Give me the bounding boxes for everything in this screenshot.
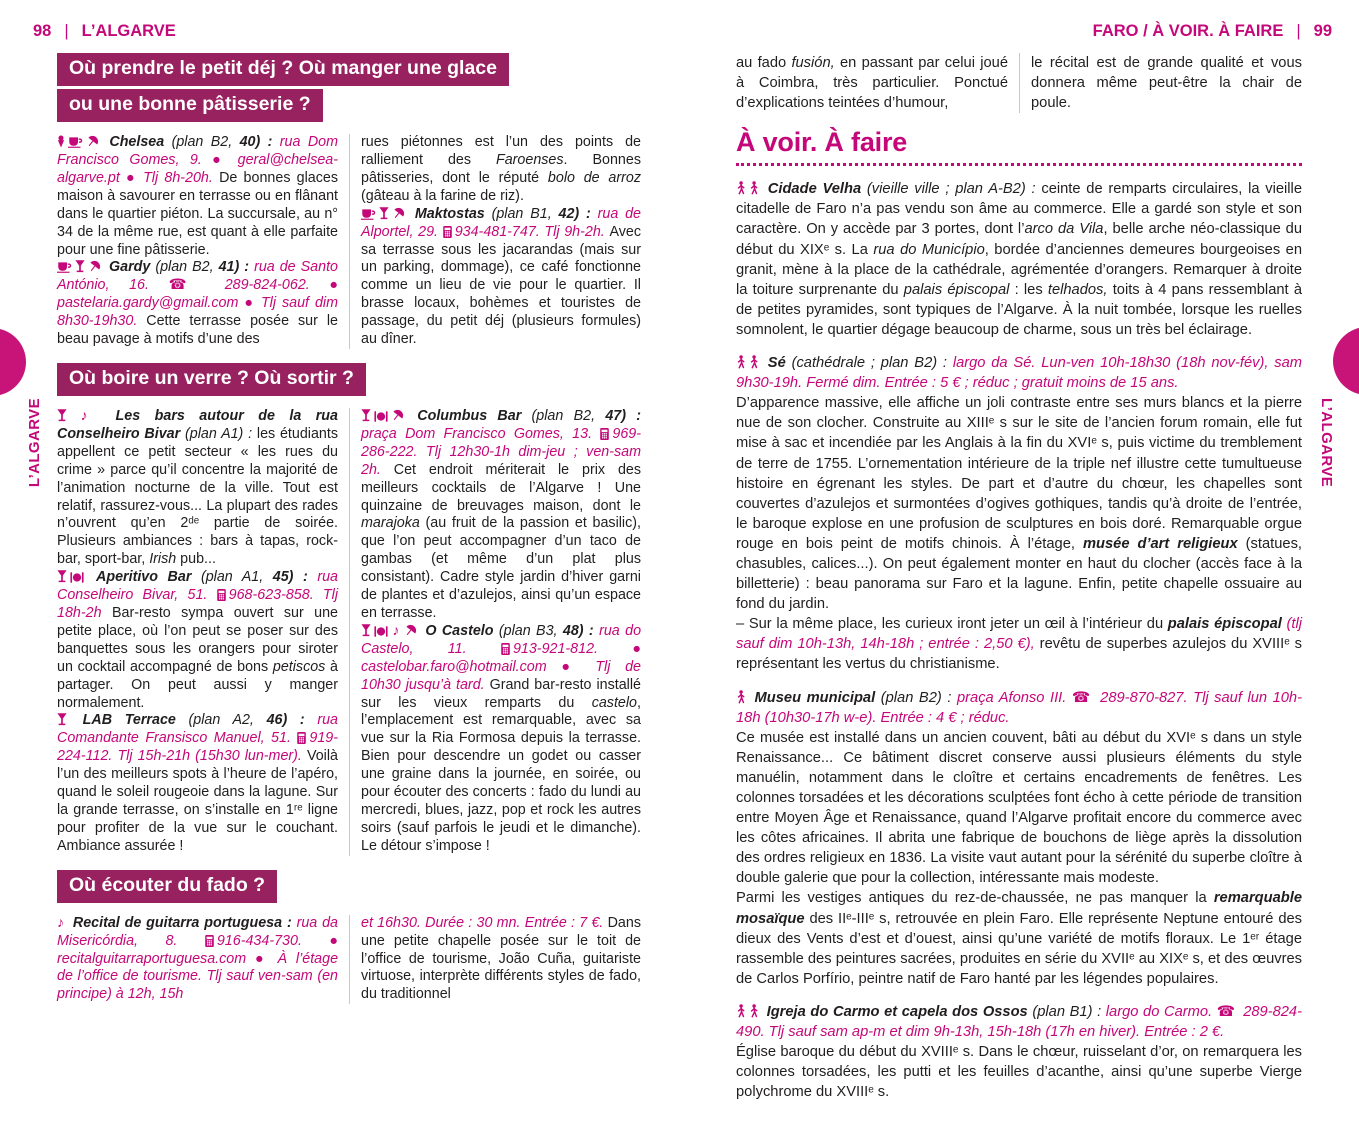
wine-glass-icon <box>57 712 67 728</box>
right-page-number: 99 <box>1313 22 1332 40</box>
walker-icon <box>736 355 746 371</box>
left-edge-region-label: L’ALGARVE <box>26 398 43 488</box>
coffee-cup-icon <box>361 206 376 222</box>
right-top-row-col1 <box>736 53 1019 113</box>
ice-cream-icon <box>57 134 65 150</box>
walker-icon <box>749 1004 759 1020</box>
row-b <box>57 408 641 856</box>
wine-glass-icon <box>57 408 67 424</box>
banner-breakfast-line2: ou une bonne pâtisserie ? <box>57 89 323 122</box>
header-separator: | <box>64 22 69 40</box>
banner-breakfast-line1: Où prendre le petit déj ? Où manger une glace <box>57 53 509 86</box>
entry-se-head: Sé (cathédrale ; plan B2) : largo da Sé. Lun-ven 10h-18h30 (18h nov-fév), sam 9h30-19h. Fermé dim. Entrée : 5 € ; réduc ; gratuit moins de 15 ans. <box>736 355 1303 392</box>
umbrella-icon <box>391 408 404 424</box>
umbrella-icon <box>404 623 417 639</box>
row-b-col2 <box>349 408 641 856</box>
walker-icon <box>736 1004 746 1020</box>
banner-drinks-line: Où boire un verre ? Où sortir ? <box>57 363 366 396</box>
entry-recital-guitarra: ♪ Recital de guitarra portuguesa : rua da Misericórdia, 8. 916-434-730. ● recitalguitarraportuguesa.com ● À l’étage de l’office de tourisme. Tlj sauf ven-sam (en principe) à 12h, 15h <box>57 914 339 1003</box>
entry-se-palais-episcopal: – Sur la même place, les curieux iront jeter un œil à l’intérieur du palais épiscopal (tlj sauf dim 10h-13h, 14h-18h ; entrée : 2,50 €), revêtu de superbes azulejos du XVIIIᵉ s représentant les vertus du christianisme. <box>736 616 1302 673</box>
wine-glass-icon <box>75 259 85 275</box>
coffee-cup-icon <box>68 134 83 150</box>
right-page-header <box>736 22 1332 41</box>
walker-icon <box>736 181 746 197</box>
music-note-icon: ♪ <box>391 622 401 639</box>
left-page-region-title: L’ALGARVE <box>81 22 176 40</box>
row-a-col2 <box>349 134 641 349</box>
entry-gardy: Gardy (plan B2, 41) : rua de Santo António, 16. ☎ 289-824-062. ● pastelaria.gardy@gmail.com ● Tlj sauf dim 8h30-19h30. Cette terrasse posée sur le beau pavage à motifs d’une des <box>57 259 339 348</box>
entry-aperitivo-bar: Aperitivo Bar (plan A1, 45) : rua Conselheiro Bivar, 51. 968-623-858. Tlj 18h-2h Bar-resto sympa ouvert sur une petite place, où l’on peut se poser sur des banquettes sous les orangers pour siroter un cocktail accompagné de bons petiscos à partager. On peut aussi y manger normalement. <box>57 569 338 711</box>
page-99 <box>736 22 1332 1102</box>
text-continuation-fado-times: et 16h30. Durée : 30 mn. Entrée : 7 €. Dans une petite chapelle posée sur le toit de l’office de tourisme, João Cuña, guitariste virtuose, interprète différents styles de fado, du traditionnel <box>361 914 641 1003</box>
telephone-icon: ☎ <box>168 277 222 294</box>
wine-glass-icon <box>361 408 371 424</box>
mobile-phone-icon <box>205 933 214 949</box>
wine-glass-icon <box>379 206 389 222</box>
walker-icon <box>749 355 759 371</box>
entry-bars-conselheiro-bivar: ♪ Les bars autour de la rua Conselheiro Bivar (plan A1) : les étudiants appellent ce petit secteur « les rues du crime » parce qu’il concentre la majorité de l’animation nocturne de la ville. Tout est relatif, rassurez-vous... La plupart des rades n’ouvrent qu’en 2ᵈᵉ partie de soirée. Plusieurs ambiances : bars à tapas, rock-bar, sport-bar, Irish pub... <box>57 408 338 568</box>
mobile-phone-icon <box>443 224 452 240</box>
umbrella-icon <box>86 134 99 150</box>
entry-se-body: D’apparence massive, elle affiche un joli contraste entre ses murs blancs et la pierre nue de son clocher. Construite au XIIIᵉ s sur le site de l’ancien forum romain, elle fut mise à sac et incendiée par les Anglais à la fin du XVIᵉ s, puis victime du tremblement de terre de 1755. L’ornementation intérieure de la triple nef illustre cette tumultueuse histoire en égrenant les styles. De part et d’autre du chœur, les chapelles sont couvertes d’azulejos et surmontées d’ogives gothiques, tandis qu’à droite de l’entrée, le baroque explose en une profusion de sculptures en bois doré. Remarquable orgue rouge en bois peint de motifs chinois. À l’étage, musée d’art religieux (statues, chasubles, calices...). On peut également monter en haut du clocher (accès face à la billetterie) : beau panorama sur Faro et la lagune. Enfin, petite chapelle ossuaire au fond du jardin. <box>736 395 1302 613</box>
row-a <box>57 134 641 349</box>
telephone-icon: ☎ <box>1216 1003 1241 1020</box>
umbrella-icon <box>392 206 405 222</box>
section-banner-drinks <box>57 363 641 396</box>
entry-museu-municipal-head: Museu municipal (plan B2) : praça Afonso III. ☎ 289-870-827. Tlj sauf lun 10h-18h (10h30-17h w-e). Entrée : 4 € ; réduc. <box>736 689 1302 726</box>
page-98 <box>33 22 642 1004</box>
entry-lab-terrace: LAB Terrace (plan A2, 46) : rua Comandante Fransisco Manuel, 51. 919-224-112. Tlj 15h-21h (15h30 lun-mer). Voilà l’un des meilleurs spots à l’heure de l’apéro, quand le soleil rougeoie dans la lagune. Sur la grande terrasse, on s’installe en 1ʳᵉ ligne pour profiter de la vue sur le couchant. Ambiance assurée ! <box>57 712 339 854</box>
left-edge-tab-circle <box>0 328 26 396</box>
row-a-col1 <box>57 134 349 349</box>
right-top-row-col2 <box>1019 53 1302 113</box>
row-c <box>57 915 641 1005</box>
mobile-phone-icon <box>501 641 510 657</box>
entry-igreja-do-carmo-head: Igreja do Carmo et capela dos Ossos (plan B1) : largo do Carmo. ☎ 289-824-490. Tlj sauf sam ap-m et dim 9h-13h, 15h-18h (17h en hiver). Entrée : 2 €. <box>736 1003 1302 1041</box>
walker-icon <box>736 690 746 706</box>
mobile-phone-icon <box>297 730 306 746</box>
entry-museu-mosaique: Parmi les vestiges antiques du rez-de-chaussée, ne pas manquer la remarquable mosaïque des IIᵉ-IIIᵉ s, retrouvée en plein Faro. Elle représente Neptune entouré des dieux des Vents d’est et d’ouest, ainsi qu’une variété de motifs floraux. Le 1ᵉʳ étage rassemble des peintures sacrées, produites en série du XVIIᵉ au XIXᵉ s, et des œuvres de Carlos Porfírio, peintre natif de Faro hanté par les légendes populaires. <box>736 890 1302 987</box>
umbrella-icon <box>88 259 101 275</box>
left-page-number: 98 <box>33 22 52 40</box>
right-top-row <box>736 53 1302 113</box>
restaurant-icon <box>374 623 388 639</box>
row-b-col1 <box>57 408 349 856</box>
music-note-icon: ♪ <box>57 914 66 931</box>
section-banner-fado <box>57 870 641 903</box>
coffee-cup-icon <box>57 259 72 275</box>
entry-o-castelo: ♪ O Castelo (plan B3, 48) : rua do Castelo, 11. 913-921-812. ● castelobar.faro@hotmail.com ● Tlj de 10h30 jusqu’à tard. Grand bar-resto installé sur les vieux remparts du castelo, l’emplacement est remarquable, avec sa vue sur la Ria Formosa depuis la terrasse. Bien pour descendre un godet ou casser une graine dans la journée, en soirée, ou pour écouter des concerts : fado du lundi au mercredi, blues, jazz, pop et rock les autres soirs (sauf parfois le jeudi et le dimanche). Le détour s’impose ! <box>361 622 642 854</box>
section-heading: À voir. À faire <box>736 127 908 158</box>
left-page-header <box>33 22 641 41</box>
telephone-icon: ☎ <box>1071 689 1098 706</box>
entry-cidade-velha: Cidade Velha (vieille ville ; plan A-B2) : ceinte de remparts circulaires, la vieille citadelle de Faro n’a pas vendu son âme au commerce. Elle a gardé son style et son caractère. On y accède par 3 portes, dont l’arco da Vila, belle arche néo-classique du début du XIXᵉ s. La rua do Município, bordée d’anciennes demeures bourgeoises en granit, mène à la place de la cathédrale, agrémentée d’orangers. Remarquer à droite la toiture surprenante du palais épiscopal : les telhados, toits à 4 pans ressemblant à de petites pyramides, sont typiques de l’Algarve. À la nuit tombée, lorsque les ruelles somnolent, le quartier dégage beaucoup de charme, sous un très bel éclairage. <box>736 181 1303 338</box>
mobile-phone-icon <box>217 587 226 603</box>
entry-maktostas: Maktostas (plan B1, 42) : rua de Alportel, 29. 934-481-747. Tlj 9h-2h. Avec sa terrasse sous les jacarandas (mais sur un parking, dommage), ce café fonctionne comme un lieu de vie pour le quartier. Il brasse locaux, bohèmes et touristes de passage, du petit déj (plusieurs formules) au dîner. <box>361 205 642 348</box>
dotted-rule <box>736 163 1302 166</box>
right-edge-tab-circle <box>1333 327 1359 395</box>
sights-blocks <box>736 179 1302 1102</box>
text-continuation-pastry: rues piétonnes est l’un des points de ralliement des Faroenses. Bonnes pâtisseries, dont le réputé bolo de arroz (gâteau à la farine de riz). <box>361 134 641 204</box>
row-c-col2 <box>349 915 641 1005</box>
wine-glass-icon <box>361 623 371 639</box>
section-banner-breakfast <box>57 53 641 122</box>
row-c-col1 <box>57 915 349 1005</box>
right-page-section-title: FARO / À VOIR. À FAIRE <box>1092 22 1284 40</box>
header-separator: | <box>1296 22 1301 40</box>
walker-icon <box>749 181 759 197</box>
wine-glass-icon <box>57 569 67 585</box>
mobile-phone-icon <box>600 426 609 442</box>
restaurant-icon <box>70 569 84 585</box>
right-edge-region-label: L’ALGARVE <box>1318 398 1335 488</box>
entry-igreja-do-carmo-body: Église baroque du début du XVIIIᵉ s. Dans le chœur, ruisselant d’or, on remarquera les colonnes torsadées, les putti et les feuilles d’acanthe, ainsi qu’une superbe Vierge polychrome du XVIIIᵉ s. <box>736 1044 1302 1101</box>
music-note-icon: ♪ <box>70 408 99 425</box>
text-continuation-fado-fusion: au fado fusión, en passant par celui joué à Coimbra, très particulier. Ponctué d’explications teintées d’humour, <box>736 55 1008 112</box>
restaurant-icon <box>374 408 388 424</box>
entry-chelsea: Chelsea (plan B2, 40) : rua Dom Francisco Gomes, 9. ● geral@chelsea-algarve.pt ● Tlj 8h-20h. De bonnes glaces maison à savourer en terrasse ou en flânant dans le quartier piéton. La succursale, au n° 34 de la même rue, est quant à elle parfaite pour une fine pâtisserie. <box>57 134 339 258</box>
entry-columbus-bar: Columbus Bar (plan B2, 47) : praça Dom Francisco Gomes, 13. 969-286-222. Tlj 12h30-1h dim-jeu ; ven-sam 2h. Cet endroit mériterait le prix des meilleurs cocktails de l’Algarve ! Une quinzaine de breuvages maison, dont le marajoka (au fruit de la passion et basilic), que l’on peut accompagner d’un taco de gambas (et même d’un plat plus consistant). Cadre style jardin d’hiver garni de plantes et d’azulejos, ainsi qu’un espace en terrasse. <box>361 408 641 621</box>
entry-museu-municipal-body: Ce musée est installé dans un ancien couvent, bâti au début du XVIᵉ s dans un style Renaissance... Ce bâtiment discret conserve aussi plusieurs éléments du style manuélin, notamment dans le cloître et certains encadrements de fenêtres. Les colonnes torsadées et les décorations sculptées font écho à cette période de transition entre Moyen Âge et Renaissance, quand l’Algarve profitait encore du commerce avec les côtes africaines. Il abrita une fabrique de bouchons de liège après la dissolution des ordres religieux en 1836. La visite vaut autant pour la sérénité du superbe cloître à double galerie que pour la collection, intéressante mais modeste. <box>736 729 1302 887</box>
banner-fado-line: Où écouter du fado ? <box>57 870 277 903</box>
text-continuation-recital-quality: le récital est de grande qualité et vous donnera même peut-être la chair de poule. <box>1031 55 1302 112</box>
